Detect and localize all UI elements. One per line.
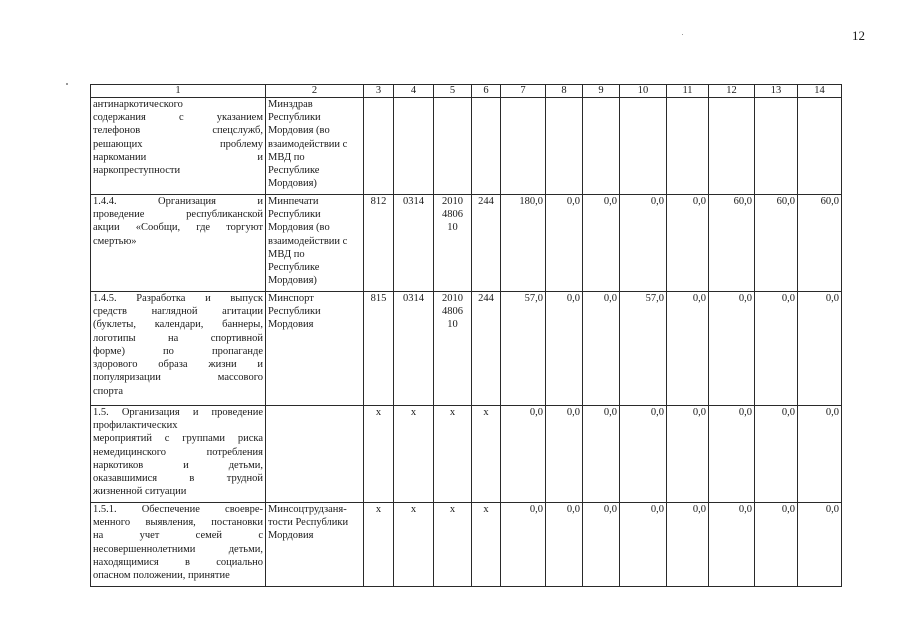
description-line: менного выявления, постановки [93,517,263,529]
executor-line: Республике [268,262,320,274]
funding-value: 0,0 [755,292,798,406]
code-line: х [449,407,456,418]
expense-type-code: х [472,406,501,503]
executor-line: тости Республики [268,517,349,529]
description-line: средств наглядной агитации [93,306,263,318]
funding-value: 0,0 [798,406,842,503]
description-line: оказавшимися в трудной [93,473,263,485]
ministry-code: х [364,406,394,503]
funding-value [709,98,755,195]
description-line: спорта [93,385,124,397]
expense-type-code: 244 [472,292,501,406]
funding-value: 0,0 [667,406,709,503]
funding-value [667,98,709,195]
section-code: х [394,406,434,503]
column-header: 1 [91,85,266,98]
description-line: 1.4.4. Организация и [93,196,263,207]
executor-line: взаимодействии с [268,235,348,247]
column-header: 6 [472,85,501,98]
funding-value: 0,0 [546,195,583,292]
code-line: 2010 [442,196,463,207]
table-row [91,406,842,503]
description-line: популяризации массового [93,372,263,384]
description-line: телефонов спецслужб, [93,125,263,137]
description-line: мероприятий с группами риска [93,433,263,445]
description-line: наркомании и [93,151,263,163]
column-header: 9 [583,85,620,98]
code-line: х [449,504,456,515]
description-line: антинаркотического [93,99,183,110]
scan-speck [682,34,683,35]
column-header: 14 [798,85,842,98]
table-row [91,292,842,406]
activity-description [91,195,266,292]
description-line: (буклеты, календари, баннеры, [93,319,263,331]
funding-value: 0,0 [620,503,667,587]
executor-line: Минспорт [268,293,314,304]
section-code: х [394,503,434,587]
code-line: 4806 [442,306,463,318]
description-line: логотипы на спортивной [93,332,263,344]
funding-value: 0,0 [798,292,842,406]
code-line: 4806 [442,209,463,221]
funding-value: 0,0 [501,503,546,587]
funding-value: 0,0 [583,503,620,587]
code-line: 2010 [442,293,463,304]
target-item-code [434,195,472,292]
funding-value: 0,0 [546,503,583,587]
funding-value: 0,0 [583,406,620,503]
section-code [394,98,434,195]
description-line: находящимися в социально [93,556,263,568]
table-row [91,98,842,195]
executor-line: Республике [268,165,320,177]
executor-line: МВД по [268,151,305,163]
executor-line: Мордовия) [268,178,317,190]
page-number: 12 [852,28,865,43]
description-line: жизненной ситуации [93,486,187,498]
description-line: опасном положении, принятие [93,570,230,582]
column-header: 4 [394,85,434,98]
ministry-code: 815 [364,292,394,406]
funding-value: 0,0 [798,503,842,587]
description-line: 1.5.1. Обеспечение своевре- [93,504,263,515]
executor-line: Минпечати [268,196,319,207]
executor-line: Мордовия) [268,275,317,287]
funding-value: 60,0 [709,195,755,292]
executor [266,503,364,587]
executor-line: взаимодействии с [268,138,348,150]
executor [266,98,364,195]
executor [266,195,364,292]
executor-line: Мордовия [268,530,314,542]
column-header: 5 [434,85,472,98]
target-item-code [434,292,472,406]
ministry-code: х [364,503,394,587]
activity-description [91,406,266,503]
funding-value [620,98,667,195]
column-header: 12 [709,85,755,98]
funding-value: 57,0 [501,292,546,406]
executor-line: Республики [268,209,321,221]
description-line: смертью» [93,235,137,247]
ministry-code [364,98,394,195]
code-line: 10 [447,319,458,331]
activity-description [91,98,266,195]
funding-value: 0,0 [546,406,583,503]
description-line: форме) по пропаганде [93,345,263,357]
description-line: здорового образа жизни и [93,359,263,371]
column-header: 3 [364,85,394,98]
target-item-code [434,503,472,587]
funding-value: 60,0 [798,195,842,292]
executor-line: Республики [268,112,321,124]
funding-value: 0,0 [755,503,798,587]
description-line: акции «Сообщи, где торгуют [93,222,263,234]
funding-value: 0,0 [709,292,755,406]
funding-value: 0,0 [620,195,667,292]
column-number-row [91,85,842,98]
funding-value: 0,0 [620,406,667,503]
executor-line: МВД по [268,248,305,260]
description-line: несовершеннолетними детьми, [93,543,263,555]
expense-type-code [472,98,501,195]
funding-value: 60,0 [755,195,798,292]
executor-line: Минздрав [268,99,313,110]
column-header: 7 [501,85,546,98]
funding-value: 0,0 [755,406,798,503]
executor-line: Минсоцтрудзаня- [268,504,347,515]
funding-value: 0,0 [583,195,620,292]
expense-type-code: 244 [472,195,501,292]
activity-description [91,503,266,587]
executor [266,406,364,503]
description-line: проведение республиканской [93,209,263,221]
target-item-code [434,98,472,195]
funding-value: 0,0 [709,406,755,503]
funding-value [546,98,583,195]
table-row [91,503,842,587]
executor-line: Мордовия (во [268,125,330,137]
funding-value: 0,0 [667,292,709,406]
funding-value: 57,0 [620,292,667,406]
column-header: 13 [755,85,798,98]
column-header: 11 [667,85,709,98]
executor-line: Мордовия (во [268,222,330,234]
description-line: решающих проблему [93,138,263,150]
description-line: содержания с указанием [93,112,263,124]
section-code: 0314 [394,292,434,406]
column-header: 10 [620,85,667,98]
funding-value: 180,0 [501,195,546,292]
code-line: 10 [447,222,458,234]
description-line: 1.4.5. Разработка и выпуск [93,293,263,304]
funding-value [501,98,546,195]
activity-description [91,292,266,406]
section-code: 0314 [394,195,434,292]
executor-line: Мордовия [268,319,314,331]
funding-value: 0,0 [667,503,709,587]
funding-value: 0,0 [546,292,583,406]
expense-type-code: х [472,503,501,587]
description-line: на учет семей с [93,530,263,542]
funding-value [798,98,842,195]
funding-value [755,98,798,195]
description-line: немедицинского потребления [93,446,263,458]
column-header: 2 [266,85,364,98]
funding-value: 0,0 [501,406,546,503]
budget-table [90,84,842,587]
target-item-code [434,406,472,503]
description-line: наркотиков и детьми, [93,459,263,471]
table-row [91,195,842,292]
funding-value [583,98,620,195]
description-line: 1.5. Организация и проведение [93,407,263,418]
funding-value: 0,0 [667,195,709,292]
executor-line: Республики [268,306,321,318]
executor [266,292,364,406]
funding-value: 0,0 [583,292,620,406]
funding-value: 0,0 [709,503,755,587]
description-line: наркопреступности [93,165,181,177]
description-line: профилактических [93,420,178,432]
column-header: 8 [546,85,583,98]
ministry-code: 812 [364,195,394,292]
scan-speck [66,83,68,85]
